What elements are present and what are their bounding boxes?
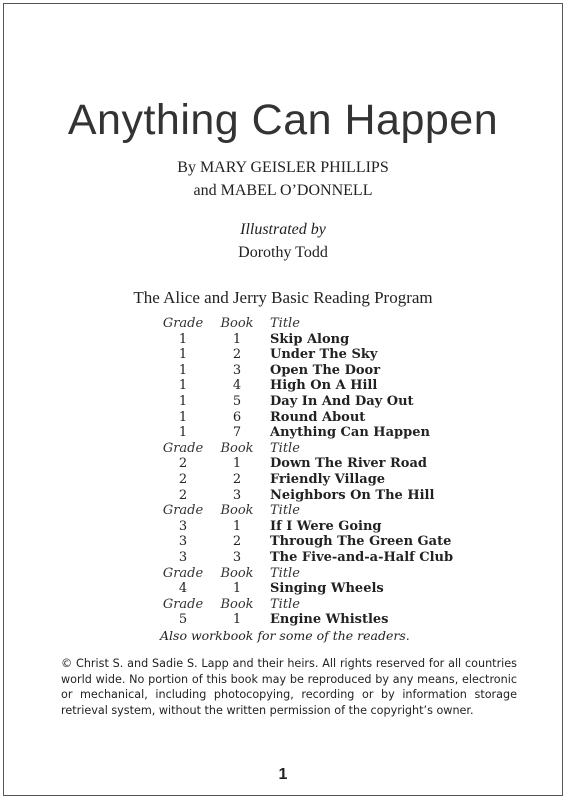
table-header-row bbox=[154, 441, 453, 457]
grade-header: Grade bbox=[162, 440, 204, 456]
book-header: Book bbox=[220, 440, 254, 456]
grade-cell: 1 bbox=[178, 378, 188, 394]
book-cell: 3 bbox=[232, 549, 242, 565]
book-title-cell: Through The Green Gate bbox=[270, 534, 452, 550]
title-header: Title bbox=[270, 565, 300, 581]
grade-cell: 1 bbox=[178, 347, 188, 363]
book-header: Book bbox=[220, 503, 254, 519]
book-cell: 1 bbox=[232, 581, 242, 597]
table-row bbox=[154, 394, 453, 410]
table-row bbox=[154, 347, 453, 363]
grade-cell: 3 bbox=[178, 534, 188, 550]
book-cell: 2 bbox=[232, 534, 242, 550]
book-cell: 7 bbox=[232, 425, 242, 441]
grade-cell: 1 bbox=[178, 409, 188, 425]
book-title-cell: High On A Hill bbox=[270, 378, 378, 394]
grade-cell: 2 bbox=[178, 471, 188, 487]
table-header-row bbox=[154, 566, 453, 582]
title-header: Title bbox=[270, 440, 300, 456]
author-line-2: and MABEL O’DONNELL bbox=[193, 182, 373, 199]
book-title-cell: Anything Can Happen bbox=[270, 425, 430, 441]
grade-cell: 2 bbox=[178, 456, 188, 472]
book-title-cell: Friendly Village bbox=[270, 471, 386, 487]
table-row bbox=[154, 425, 453, 441]
grade-header: Grade bbox=[162, 565, 204, 581]
table-row bbox=[154, 581, 453, 597]
book-title-cell: If I Were Going bbox=[270, 518, 382, 534]
book-title-cell: Skip Along bbox=[270, 331, 350, 347]
book-page bbox=[3, 3, 563, 796]
book-cell: 3 bbox=[232, 487, 242, 503]
grade-cell: 4 bbox=[178, 581, 188, 597]
table-row bbox=[154, 519, 453, 535]
book-title-cell: Singing Wheels bbox=[270, 581, 384, 597]
table-row bbox=[154, 488, 453, 504]
grade-cell: 3 bbox=[178, 549, 188, 565]
book-header: Book bbox=[220, 316, 254, 331]
book-title-cell: Day In And Day Out bbox=[270, 393, 414, 409]
book-cell: 4 bbox=[232, 378, 242, 394]
table-row bbox=[154, 472, 453, 488]
grade-header: Grade bbox=[162, 503, 204, 519]
program-name: The Alice and Jerry Basic Reading Program bbox=[133, 288, 433, 307]
book-cell: 1 bbox=[232, 518, 242, 534]
table-row bbox=[154, 410, 453, 426]
book-series-table bbox=[154, 316, 453, 628]
grade-cell: 1 bbox=[178, 362, 188, 378]
illustrator-name: Dorothy Todd bbox=[238, 244, 328, 261]
table-row bbox=[154, 534, 453, 550]
book-title-cell: Neighbors On The Hill bbox=[270, 487, 435, 503]
grade-cell: 1 bbox=[178, 425, 188, 441]
book-header: Book bbox=[220, 596, 254, 612]
grade-cell: 1 bbox=[178, 331, 188, 347]
book-title-cell: Round About bbox=[270, 409, 366, 425]
copyright-notice: © Christ S. and Sadie S. Lapp and their heirs. All rights reserved for all countries world wide. No portion of this book may be reproduced by any means, electronic or mechanical, including photocopying, recording or by information storage retrieval system, without the written permission of the copyright’s owner. bbox=[61, 657, 517, 717]
book-title: Anything Can Happen bbox=[67, 96, 499, 144]
title-header: Title bbox=[270, 596, 300, 612]
grade-header: Grade bbox=[162, 316, 204, 331]
page-number: 1 bbox=[278, 766, 288, 783]
book-cell: 2 bbox=[232, 471, 242, 487]
table-row bbox=[154, 456, 453, 472]
grade-cell: 1 bbox=[178, 393, 188, 409]
book-cell: 1 bbox=[232, 612, 242, 628]
title-header: Title bbox=[270, 503, 300, 519]
book-cell: 1 bbox=[232, 456, 242, 472]
book-title-cell: Under The Sky bbox=[270, 347, 378, 363]
book-cell: 5 bbox=[232, 393, 242, 409]
illustrated-by-label: Illustrated by bbox=[240, 221, 326, 238]
title-header: Title bbox=[270, 316, 300, 331]
book-header: Book bbox=[220, 565, 254, 581]
book-cell: 6 bbox=[232, 409, 242, 425]
table-row bbox=[154, 612, 453, 628]
book-title-cell: Down The River Road bbox=[270, 456, 427, 472]
workbook-note: Also workbook for some of the readers. bbox=[160, 628, 410, 643]
grade-header: Grade bbox=[162, 596, 204, 612]
book-title-cell: The Five-and-a-Half Club bbox=[270, 549, 454, 565]
book-title-cell: Engine Whistles bbox=[270, 612, 389, 628]
table-row bbox=[154, 550, 453, 566]
table-header-row bbox=[154, 503, 453, 519]
table-row bbox=[154, 363, 453, 379]
grade-cell: 5 bbox=[178, 612, 188, 628]
book-cell: 3 bbox=[232, 362, 242, 378]
table-header-row bbox=[154, 597, 453, 613]
table-row bbox=[154, 332, 453, 348]
grade-cell: 3 bbox=[178, 518, 188, 534]
table-row bbox=[154, 378, 453, 394]
book-cell: 1 bbox=[232, 331, 242, 347]
book-cell: 2 bbox=[232, 347, 242, 363]
table-header-row bbox=[154, 316, 453, 332]
grade-cell: 2 bbox=[178, 487, 188, 503]
book-title-cell: Open The Door bbox=[270, 362, 381, 378]
author-line-1: By MARY GEISLER PHILLIPS bbox=[177, 159, 389, 176]
